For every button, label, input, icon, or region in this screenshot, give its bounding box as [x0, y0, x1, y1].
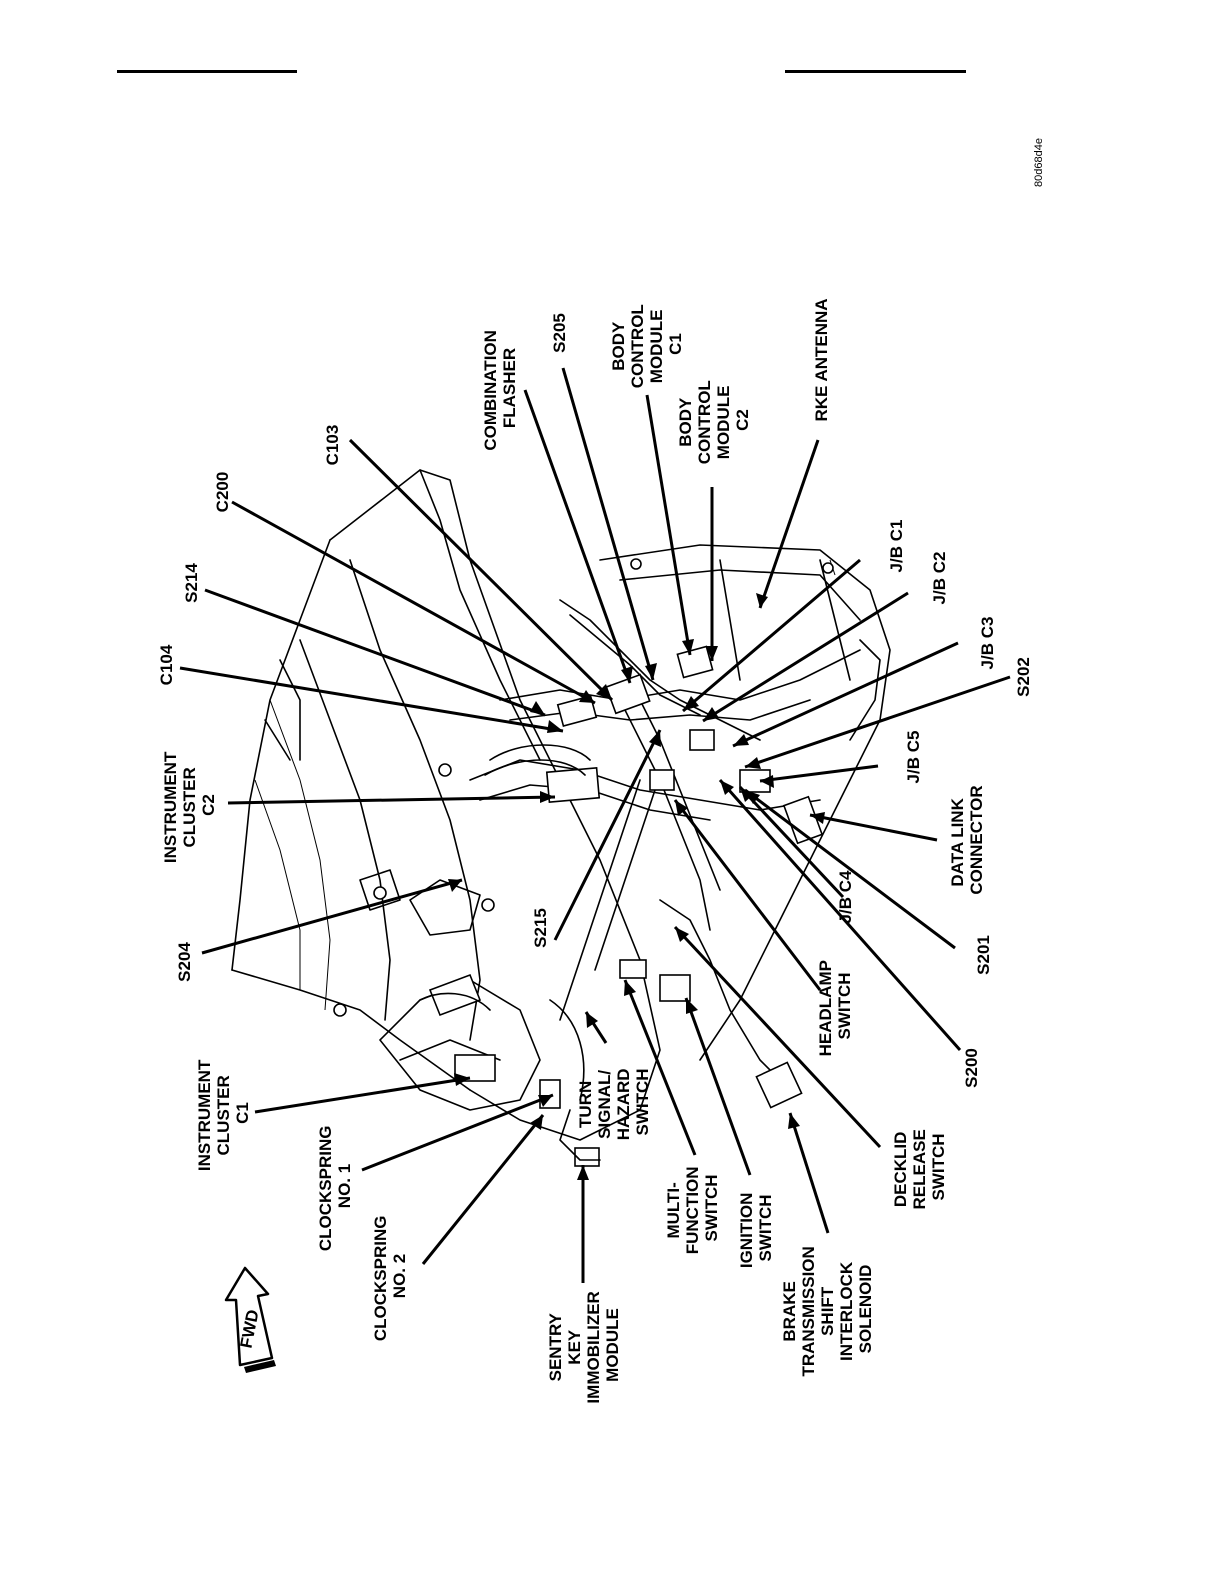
label-s215: S215: [531, 908, 550, 948]
label-headlamp-switch: HEADLAMP SWITCH: [816, 960, 854, 1057]
leader-lines: [180, 368, 1010, 1283]
label-instrument-cluster-c1: INSTRUMENT CLUSTER C1: [195, 1059, 252, 1172]
label-jb-c1: J/B C1: [887, 519, 906, 573]
leader-s214: [205, 590, 545, 715]
label-data-link-connector: DATA LINK CONNECTOR: [948, 785, 986, 895]
label-s200: S200: [962, 1048, 981, 1088]
label-body-control-module-c1: BODY CONTROL MODULE C1: [609, 304, 685, 389]
label-c200: C200: [213, 471, 232, 513]
label-clockspring-no2: CLOCKSPRING NO. 2: [371, 1215, 409, 1342]
instrument-panel-illustration: [232, 470, 890, 1166]
leader-s205: [563, 368, 653, 680]
label-s201: S201: [974, 935, 993, 975]
leader-combination-flasher: [525, 390, 630, 683]
leader-s215: [555, 730, 660, 940]
label-decklid-release-switch: DECKLID RELEASE SWITCH: [891, 1129, 948, 1210]
leader-rke: [760, 440, 818, 608]
label-jb-c4: J/B C4: [836, 870, 855, 924]
leader-ic-c1: [255, 1078, 470, 1112]
label-turn-signal-hazard-switch: TURN SIGNAL/ HAZARD SWITCH: [576, 1068, 652, 1141]
leader-ignition: [686, 998, 750, 1175]
label-body-control-module-c2: BODY CONTROL MODULE C2: [676, 380, 752, 465]
label-c103: C103: [323, 424, 342, 466]
figure-code: 80d68d4e: [1033, 138, 1045, 187]
label-s204: S204: [175, 942, 194, 982]
fwd-label: FWD: [236, 1308, 263, 1350]
leader-ic-c2: [228, 797, 555, 803]
leader-clockspring1: [362, 1095, 553, 1170]
leader-clockspring2: [423, 1115, 543, 1264]
label-brake-transmission-shift-interlock-solenoid: BRAKE TRANSMISSION SHIFT INTERLOCK SOLENOID: [780, 1246, 875, 1377]
label-s202: S202: [1014, 657, 1033, 697]
label-ignition-switch: IGNITION SWITCH: [737, 1192, 775, 1269]
label-clockspring-no1: CLOCKSPRING NO. 1: [316, 1125, 354, 1252]
leader-data-link: [810, 815, 937, 840]
fwd-arrow-icon: [226, 1268, 276, 1373]
label-jb-c3: J/B C3: [978, 616, 997, 670]
leader-c103: [350, 440, 612, 700]
label-c104: C104: [157, 644, 176, 686]
leader-brake: [790, 1113, 828, 1233]
label-jb-c2: J/B C2: [930, 551, 949, 605]
leader-jb-c3: [733, 643, 958, 746]
label-combination-flasher: COMBINATION FLASHER: [481, 330, 519, 451]
label-jb-c5: J/B C5: [904, 730, 923, 784]
leader-jb-c1: [683, 560, 860, 711]
label-multi-function-switch: MULTI- FUNCTION SWITCH: [664, 1166, 721, 1255]
leader-jb-c5: [760, 766, 878, 781]
label-s205: S205: [550, 313, 569, 353]
label-sentry-key-immobilizer-module: SENTRY KEY IMMOBILIZER MODULE: [546, 1291, 622, 1404]
label-instrument-cluster-c2: INSTRUMENT CLUSTER C2: [161, 751, 218, 864]
label-s214: S214: [182, 563, 201, 603]
label-rke-antenna: RKE ANTENNA: [812, 298, 831, 422]
